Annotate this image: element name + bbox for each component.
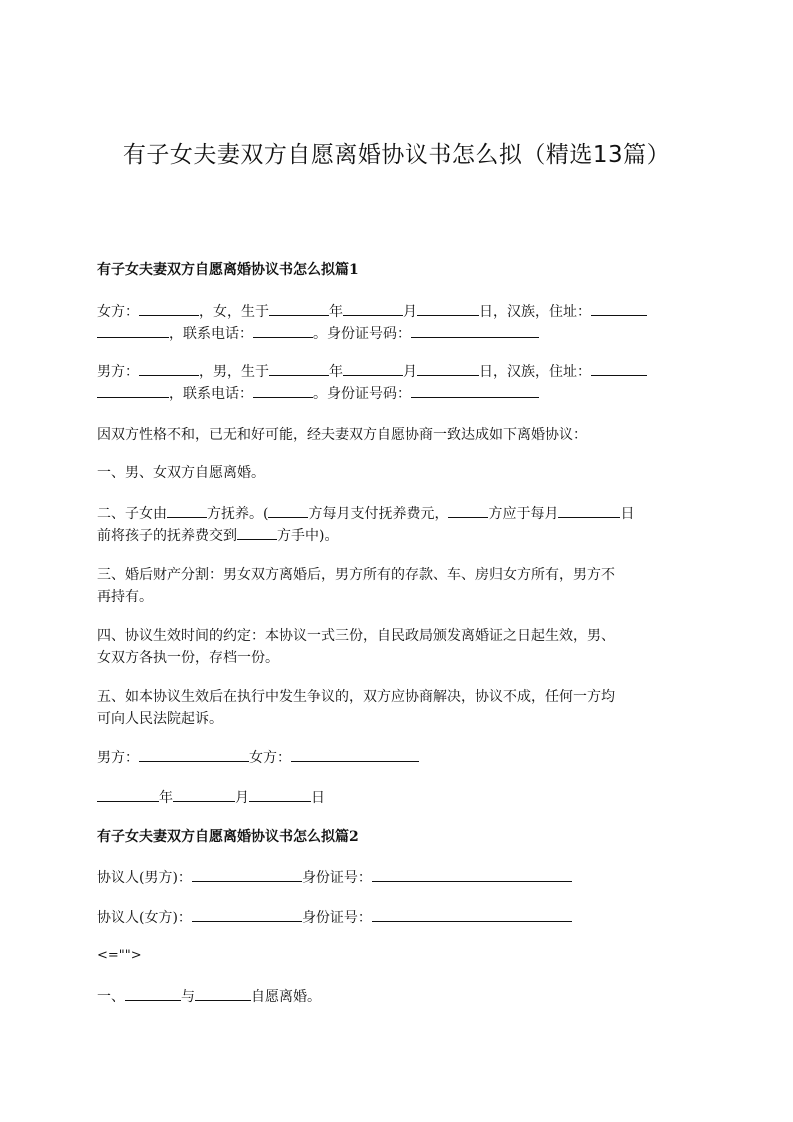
text-fragment: 月 bbox=[235, 790, 249, 806]
blank-line bbox=[195, 986, 251, 1001]
text-fragment: 再持有。 bbox=[97, 589, 153, 605]
wife-label: 女方： bbox=[97, 304, 139, 320]
text-fragment: 日 bbox=[311, 790, 325, 806]
document-title: 有子女夫妻双方自愿离婚协议书怎么拟（精选13篇） bbox=[122, 142, 671, 168]
blank-line bbox=[253, 383, 313, 398]
text-fragment: 五、如本协议生效后在执行中发生争议的，双方应协商解决，协议不成，任何一方均 bbox=[97, 689, 615, 705]
blank-line bbox=[558, 503, 620, 518]
blank-line bbox=[343, 301, 403, 316]
text-fragment: 月 bbox=[403, 364, 417, 380]
blank-line bbox=[139, 301, 199, 316]
clause-1: 一、男、女双方自愿离婚。 bbox=[97, 465, 265, 481]
text-fragment: 身份证号： bbox=[301, 910, 372, 926]
clause-4 bbox=[97, 625, 697, 669]
blank-line bbox=[448, 503, 488, 518]
clause-5 bbox=[97, 686, 697, 730]
text-fragment: 。身份证号码： bbox=[313, 386, 411, 402]
blank-line bbox=[291, 747, 419, 762]
text-fragment: 协议人(女方)： bbox=[97, 910, 192, 926]
text-fragment: 月 bbox=[403, 304, 417, 320]
text-fragment: 二、子女由 bbox=[97, 506, 167, 522]
signature-line bbox=[97, 747, 697, 769]
text-fragment: ，联系电话： bbox=[169, 386, 253, 402]
text-fragment: 。身份证号码： bbox=[313, 326, 411, 342]
text-fragment: ，女，生于 bbox=[199, 304, 269, 320]
text-fragment: 一、 bbox=[97, 989, 125, 1005]
blank-line bbox=[192, 867, 302, 882]
blank-line bbox=[269, 301, 329, 316]
blank-line bbox=[417, 361, 479, 376]
blank-line bbox=[237, 525, 277, 540]
text-fragment: ，联系电话： bbox=[169, 326, 253, 342]
text-fragment: 三、婚后财产分割：男女双方离婚后，男方所有的存款、车、房归女方所有，男方不 bbox=[97, 567, 615, 583]
blank-line bbox=[411, 323, 539, 338]
party-male-line bbox=[97, 867, 697, 889]
text-fragment: 日 bbox=[620, 506, 635, 522]
blank-line bbox=[372, 907, 572, 922]
text-fragment: 与 bbox=[181, 989, 195, 1005]
text-fragment: 方手中)。 bbox=[277, 528, 339, 544]
section-2-heading: 有子女夫妻双方自愿离婚协议书怎么拟篇2 bbox=[97, 829, 359, 845]
wife-signature-label: 女方： bbox=[249, 750, 291, 766]
text-fragment: 方每月支付抚养费元， bbox=[308, 506, 449, 522]
husband-info-paragraph bbox=[97, 361, 697, 405]
text-fragment: 日，汉族，住址： bbox=[479, 304, 591, 320]
blank-line bbox=[249, 787, 311, 802]
text-fragment: 前将孩子的抚养费交到 bbox=[97, 528, 237, 544]
blank-line bbox=[591, 301, 647, 316]
blank-line bbox=[343, 361, 403, 376]
blank-line bbox=[591, 361, 647, 376]
blank-line bbox=[372, 867, 572, 882]
blank-line bbox=[97, 787, 159, 802]
stray-code-text: <=""> bbox=[97, 948, 142, 963]
blank-line bbox=[417, 301, 479, 316]
text-fragment: 女双方各执一份，存档一份。 bbox=[97, 650, 279, 666]
blank-line bbox=[139, 747, 249, 762]
intro-paragraph: 因双方性格不和，已无和好可能，经夫妻双方自愿协商一致达成如下离婚协议： bbox=[97, 427, 587, 443]
blank-line bbox=[411, 383, 539, 398]
text-fragment: 身份证号： bbox=[301, 870, 372, 886]
blank-line bbox=[192, 907, 302, 922]
blank-line bbox=[167, 503, 207, 518]
date-line bbox=[97, 787, 697, 809]
s2-clause-1 bbox=[97, 986, 697, 1008]
clause-2 bbox=[97, 503, 697, 547]
text-fragment: 四、协议生效时间的约定：本协议一式三份，自民政局颁发离婚证之日起生效，男、 bbox=[97, 628, 615, 644]
blank-line bbox=[125, 986, 181, 1001]
blank-line bbox=[269, 361, 329, 376]
text-fragment: 日，汉族，住址： bbox=[479, 364, 591, 380]
text-fragment: 年 bbox=[329, 304, 343, 320]
text-fragment: 自愿离婚。 bbox=[251, 989, 321, 1005]
blank-line bbox=[139, 361, 199, 376]
husband-label: 男方： bbox=[97, 364, 139, 380]
wife-info-paragraph bbox=[97, 301, 697, 345]
text-fragment: ，男，生于 bbox=[199, 364, 269, 380]
blank-line bbox=[253, 323, 313, 338]
party-female-line bbox=[97, 907, 697, 929]
blank-line bbox=[97, 383, 169, 398]
blank-line bbox=[268, 503, 308, 518]
text-fragment: 方抚养。( bbox=[207, 506, 269, 522]
text-fragment: 年 bbox=[159, 790, 173, 806]
blank-line bbox=[97, 323, 169, 338]
husband-signature-label: 男方： bbox=[97, 750, 139, 766]
text-fragment: 方应于每月 bbox=[488, 506, 559, 522]
text-fragment: 协议人(男方)： bbox=[97, 870, 192, 886]
section-1-heading: 有子女夫妻双方自愿离婚协议书怎么拟篇1 bbox=[97, 262, 359, 278]
clause-3 bbox=[97, 564, 697, 608]
text-fragment: 年 bbox=[329, 364, 343, 380]
text-fragment: 可向人民法院起诉。 bbox=[97, 711, 223, 727]
blank-line bbox=[173, 787, 235, 802]
